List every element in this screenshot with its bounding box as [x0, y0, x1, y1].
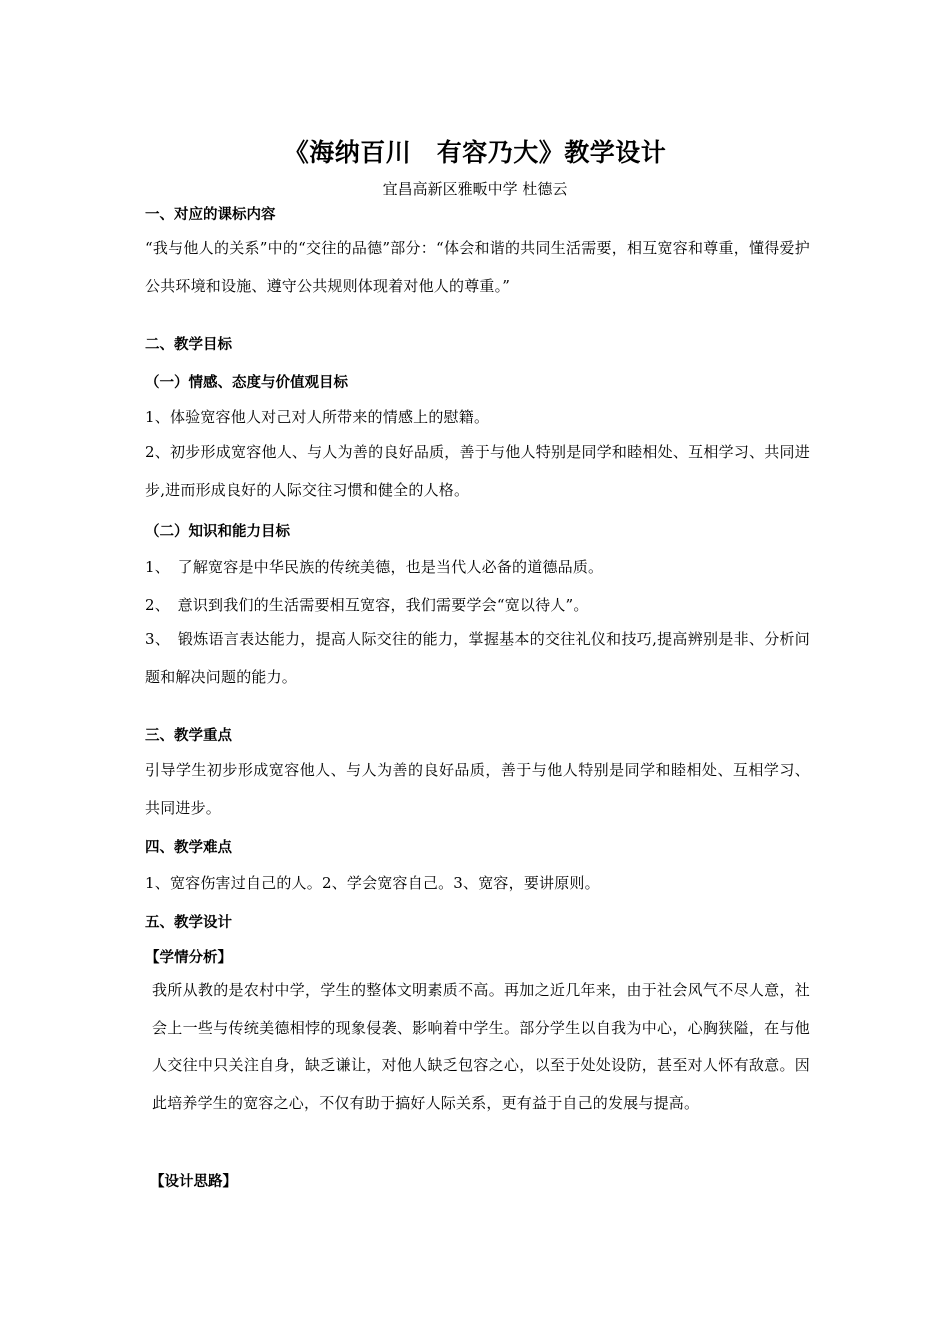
- subheading-emotion-objectives: （一）情感、态度与价值观目标: [145, 375, 348, 391]
- document-author: 宜昌高新区雅畈中学 杜德云: [382, 180, 568, 198]
- subheading-learner-analysis: 【学情分析】: [145, 950, 232, 966]
- knowledge-item-3: 3、 锻炼语言表达能力，提高人际交往的能力，掌握基本的交往礼仪和技巧,提高辨别是非、分析问题和解决问题的能力。: [145, 630, 810, 686]
- knowledge-item-2: 2、 意识到我们的生活需要相互宽容，我们需要学会“宽以待人”。: [145, 596, 589, 614]
- difficulties-text: 1、宽容伤害过自己的人。2、学会宽容自己。3、宽容，要讲原则。: [145, 874, 600, 892]
- section-heading-key-points: 三、教学重点: [145, 728, 232, 744]
- document-title: 《海纳百川 有容乃大》教学设计: [283, 138, 667, 167]
- objective-item-2: 2、初步形成宽容他人、与人为善的良好品质，善于与他人特别是同学和睦相处、互相学习、共同进步,进而形成良好的人际交往习惯和健全的人格。: [145, 443, 810, 499]
- section-heading-difficulties: 四、教学难点: [145, 840, 232, 856]
- subheading-knowledge-objectives: （二）知识和能力目标: [145, 524, 290, 540]
- section-heading-design: 五、教学设计: [145, 915, 232, 931]
- subheading-design-rationale: 【设计思路】: [150, 1174, 237, 1190]
- learner-analysis-paragraph: 我所从教的是农村中学，学生的整体文明素质不高。再加之近几年来，由于社会风气不尽人意，社会上一些与传统美德相悖的现象侵袭、影响着中学生。部分学生以自我为中心，心胸狭隘，在与他人交往中只关注自身，缺乏谦让，对他人缺乏包容之心，以至于处处设防，甚至对人怀有敌意。因此培养学生的宽容之心，不仅有助于搞好人际关系，更有益于自己的发展与提高。: [152, 981, 810, 1112]
- section-heading-objectives: 二、教学目标: [145, 337, 232, 353]
- key-points-paragraph: 引导学生初步形成宽容他人、与人为善的良好品质，善于与他人特别是同学和睦相处、互相学习、共同进步。: [145, 761, 810, 817]
- knowledge-item-1: 1、 了解宽容是中华民族的传统美德，也是当代人必备的道德品质。: [145, 558, 604, 576]
- section-heading-curriculum: 一、对应的课标内容: [145, 207, 276, 223]
- objective-item-1: 1、体验宽容他人对己对人所带来的情感上的慰籍。: [145, 408, 490, 426]
- curriculum-paragraph: “我与他人的关系”中的“交往的品德”部分：“体会和谐的共同生活需要，相互宽容和尊重，懂得爱护公共环境和设施、遵守公共规则体现着对他人的尊重。”: [145, 239, 810, 295]
